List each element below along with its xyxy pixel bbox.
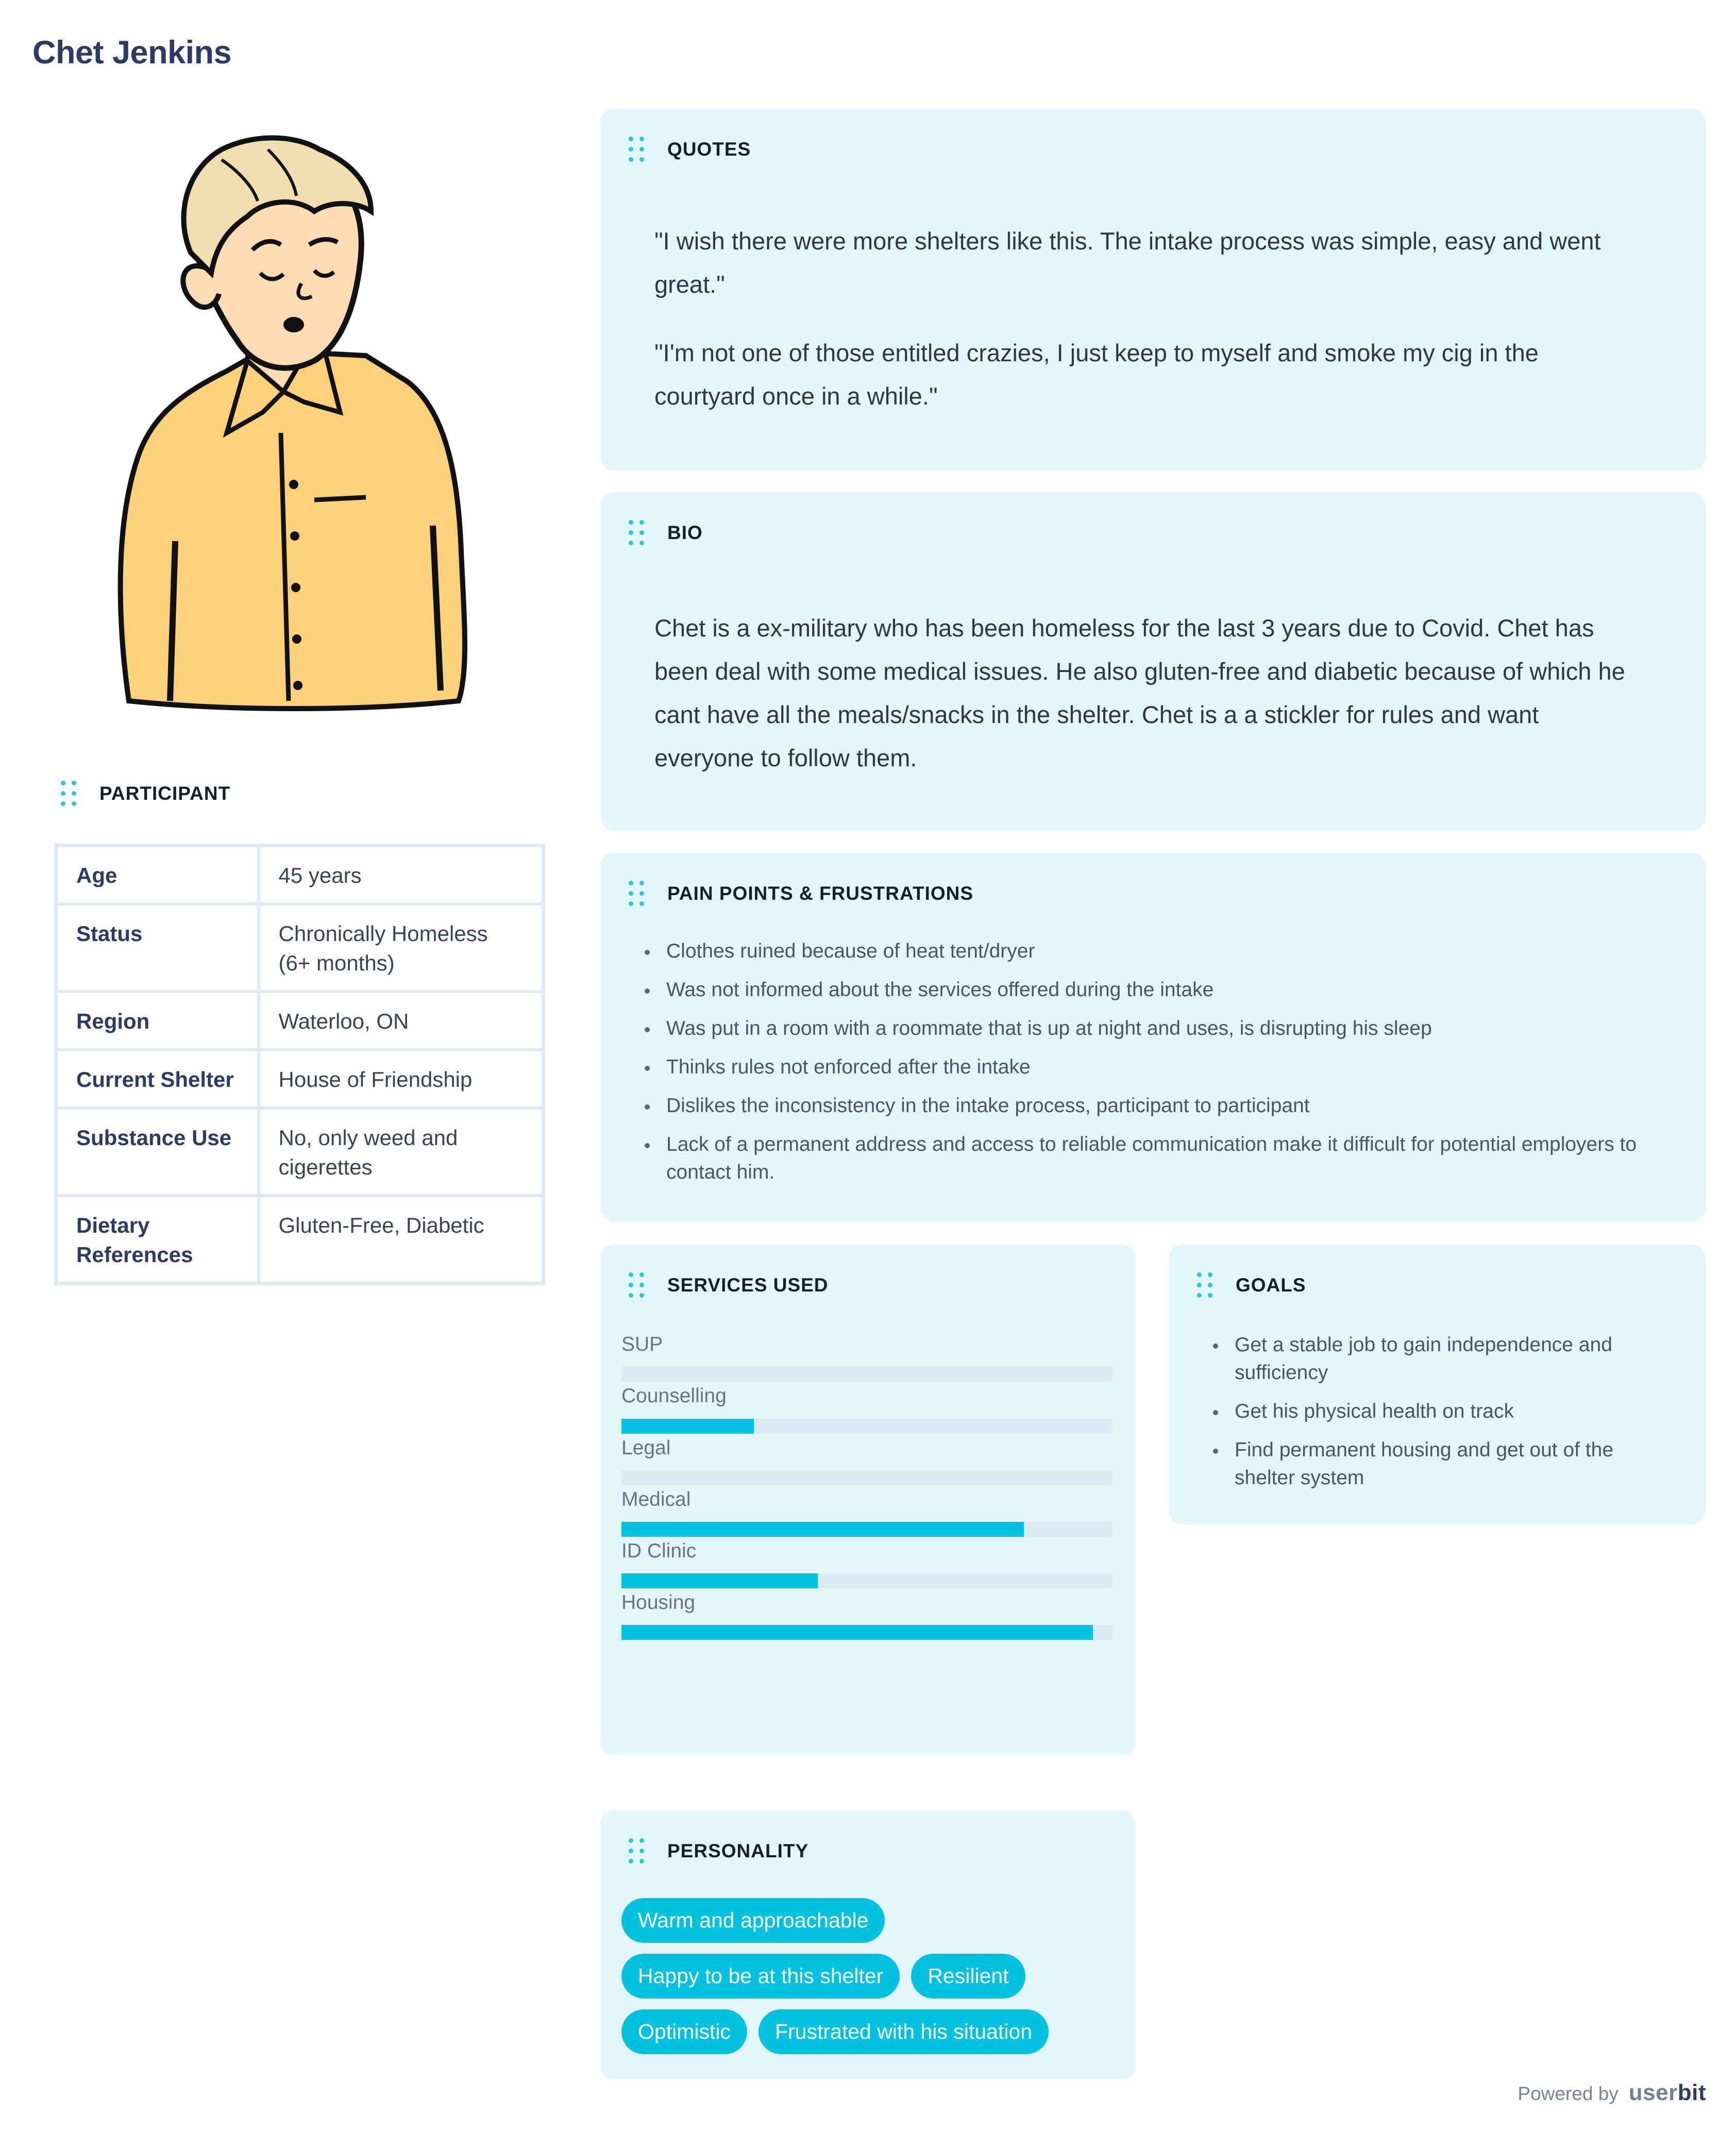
table-row — [56, 992, 544, 1050]
service-bar-track — [621, 1625, 1113, 1640]
drag-handle-icon[interactable] — [629, 520, 644, 545]
goals-card — [1169, 1245, 1706, 1524]
bio-header — [629, 520, 703, 545]
personality-header — [629, 1838, 808, 1864]
drag-handle-icon[interactable] — [61, 781, 76, 806]
quotes-card — [600, 109, 1706, 471]
service-bar-fill — [621, 1522, 1024, 1537]
table-row — [56, 1108, 544, 1196]
attribute-value: Waterloo, ON — [259, 992, 544, 1050]
goals-heading: GOALS — [1236, 1274, 1306, 1296]
persona-avatar-illustration — [98, 124, 505, 711]
service-bar-fill — [621, 1573, 818, 1588]
participant-table — [54, 844, 545, 1285]
attribute-value: Chronically Homeless (6+ months) — [259, 904, 544, 992]
brand-part-user: user — [1628, 2080, 1678, 2105]
service-label: ID Clinic — [621, 1540, 697, 1562]
attribute-label: Current Shelter — [56, 1050, 259, 1108]
trait-tag[interactable]: Happy to be at this shelter — [621, 1954, 900, 1999]
list-item: Get his physical health on track — [1209, 1398, 1673, 1425]
services-card — [600, 1245, 1136, 1755]
bio-text: Chet is a ex-military who has been homeless for the last 3 years due to Covid. Chet has been deal with some medical issues. He also gluten-free and diabetic because of which he cant have all the meals/snacks in the shelter. Chet is a a stickler for rules and want everyone to follow them. — [654, 614, 1625, 771]
participant-heading: PARTICIPANT — [99, 782, 231, 804]
list-item: Thinks rules not enforced after the intake — [641, 1053, 1650, 1081]
services-header — [629, 1272, 829, 1298]
pain-points-header — [629, 881, 973, 906]
drag-handle-icon[interactable] — [629, 1838, 644, 1864]
service-bar-track — [621, 1470, 1113, 1485]
attribute-label: Age — [56, 846, 259, 904]
attribute-label: Region — [56, 992, 259, 1050]
list-item: Lack of a permanent address and access to reliable communication make it difficult for potential employers to contact him. — [641, 1131, 1650, 1186]
table-row — [56, 904, 544, 992]
pain-points-card — [600, 853, 1706, 1221]
personality-card — [600, 1810, 1136, 2079]
userbit-logo[interactable] — [1629, 2080, 1706, 2106]
participant-section-header — [61, 781, 230, 806]
table-row — [56, 1196, 544, 1284]
trait-tag[interactable]: Warm and approachable — [621, 1898, 885, 1943]
personality-heading: PERSONALITY — [667, 1840, 809, 1861]
drag-handle-icon[interactable] — [629, 137, 644, 162]
list-item: Was put in a room with a roommate that is up at night and uses, is disrupting his sleep — [641, 1015, 1650, 1043]
service-label: Medical — [621, 1488, 691, 1510]
service-bar-fill — [621, 1625, 1093, 1640]
goals-list — [1209, 1331, 1673, 1503]
service-label: Housing — [621, 1591, 696, 1614]
quote-text: "I wish there were more shelters like this. The intake process was simple, easy and went great." — [654, 227, 1601, 298]
list-item: Dislikes the inconsistency in the intake process, participant to participant — [641, 1092, 1650, 1120]
persona-name: Chet Jenkins — [32, 35, 232, 71]
service-label: Legal — [621, 1437, 671, 1459]
service-bar-fill — [621, 1419, 754, 1434]
service-bar-track — [621, 1522, 1113, 1537]
service-label: Counselling — [621, 1385, 727, 1407]
powered-by-label: Powered by — [1518, 2083, 1619, 2104]
pain-points-heading: PAIN POINTS & FRUSTRATIONS — [667, 882, 974, 904]
quote-text: "I'm not one of those entitled crazies, I just keep to myself and smoke my cig in the courtyard once in a while." — [654, 339, 1539, 410]
pain-points-list — [641, 937, 1650, 1197]
list-item: Was not informed about the services offered during the intake — [641, 976, 1650, 1004]
table-row — [56, 846, 544, 904]
powered-by-footer[interactable] — [1518, 2080, 1706, 2106]
bio-heading: BIO — [667, 522, 703, 543]
quotes-header — [629, 137, 751, 162]
personality-traits — [621, 1898, 1116, 2054]
attribute-value: 45 years — [259, 846, 544, 904]
bio-card — [600, 492, 1706, 830]
trait-tag[interactable]: Optimistic — [621, 2009, 747, 2054]
list-item: Get a stable job to gain independence and sufficiency — [1209, 1331, 1673, 1387]
attribute-value: Gluten-Free, Diabetic — [259, 1196, 544, 1284]
drag-handle-icon[interactable] — [629, 881, 644, 906]
attribute-label: Substance Use — [56, 1108, 259, 1196]
list-item: Find permanent housing and get out of the shelter system — [1209, 1436, 1673, 1492]
attribute-label: Status — [56, 904, 259, 992]
service-bar-track — [621, 1367, 1113, 1382]
attribute-label: Dietary References — [56, 1196, 259, 1284]
service-bar-track — [621, 1573, 1113, 1588]
drag-handle-icon[interactable] — [629, 1272, 644, 1298]
trait-tag[interactable]: Frustrated with his situation — [759, 2009, 1049, 2054]
drag-handle-icon[interactable] — [1197, 1272, 1212, 1298]
goals-header — [1197, 1272, 1306, 1298]
brand-part-bit: bit — [1677, 2080, 1706, 2105]
service-label: SUP — [621, 1333, 663, 1355]
attribute-value: No, only weed and cigerettes — [259, 1108, 544, 1196]
list-item: Clothes ruined because of heat tent/dryer — [641, 937, 1650, 965]
services-heading: SERVICES USED — [667, 1274, 829, 1296]
table-row — [56, 1050, 544, 1108]
quotes-heading: QUOTES — [667, 138, 751, 160]
service-bar-track — [621, 1419, 1113, 1434]
trait-tag[interactable]: Resilient — [911, 1954, 1025, 1999]
attribute-value: House of Friendship — [259, 1050, 544, 1108]
